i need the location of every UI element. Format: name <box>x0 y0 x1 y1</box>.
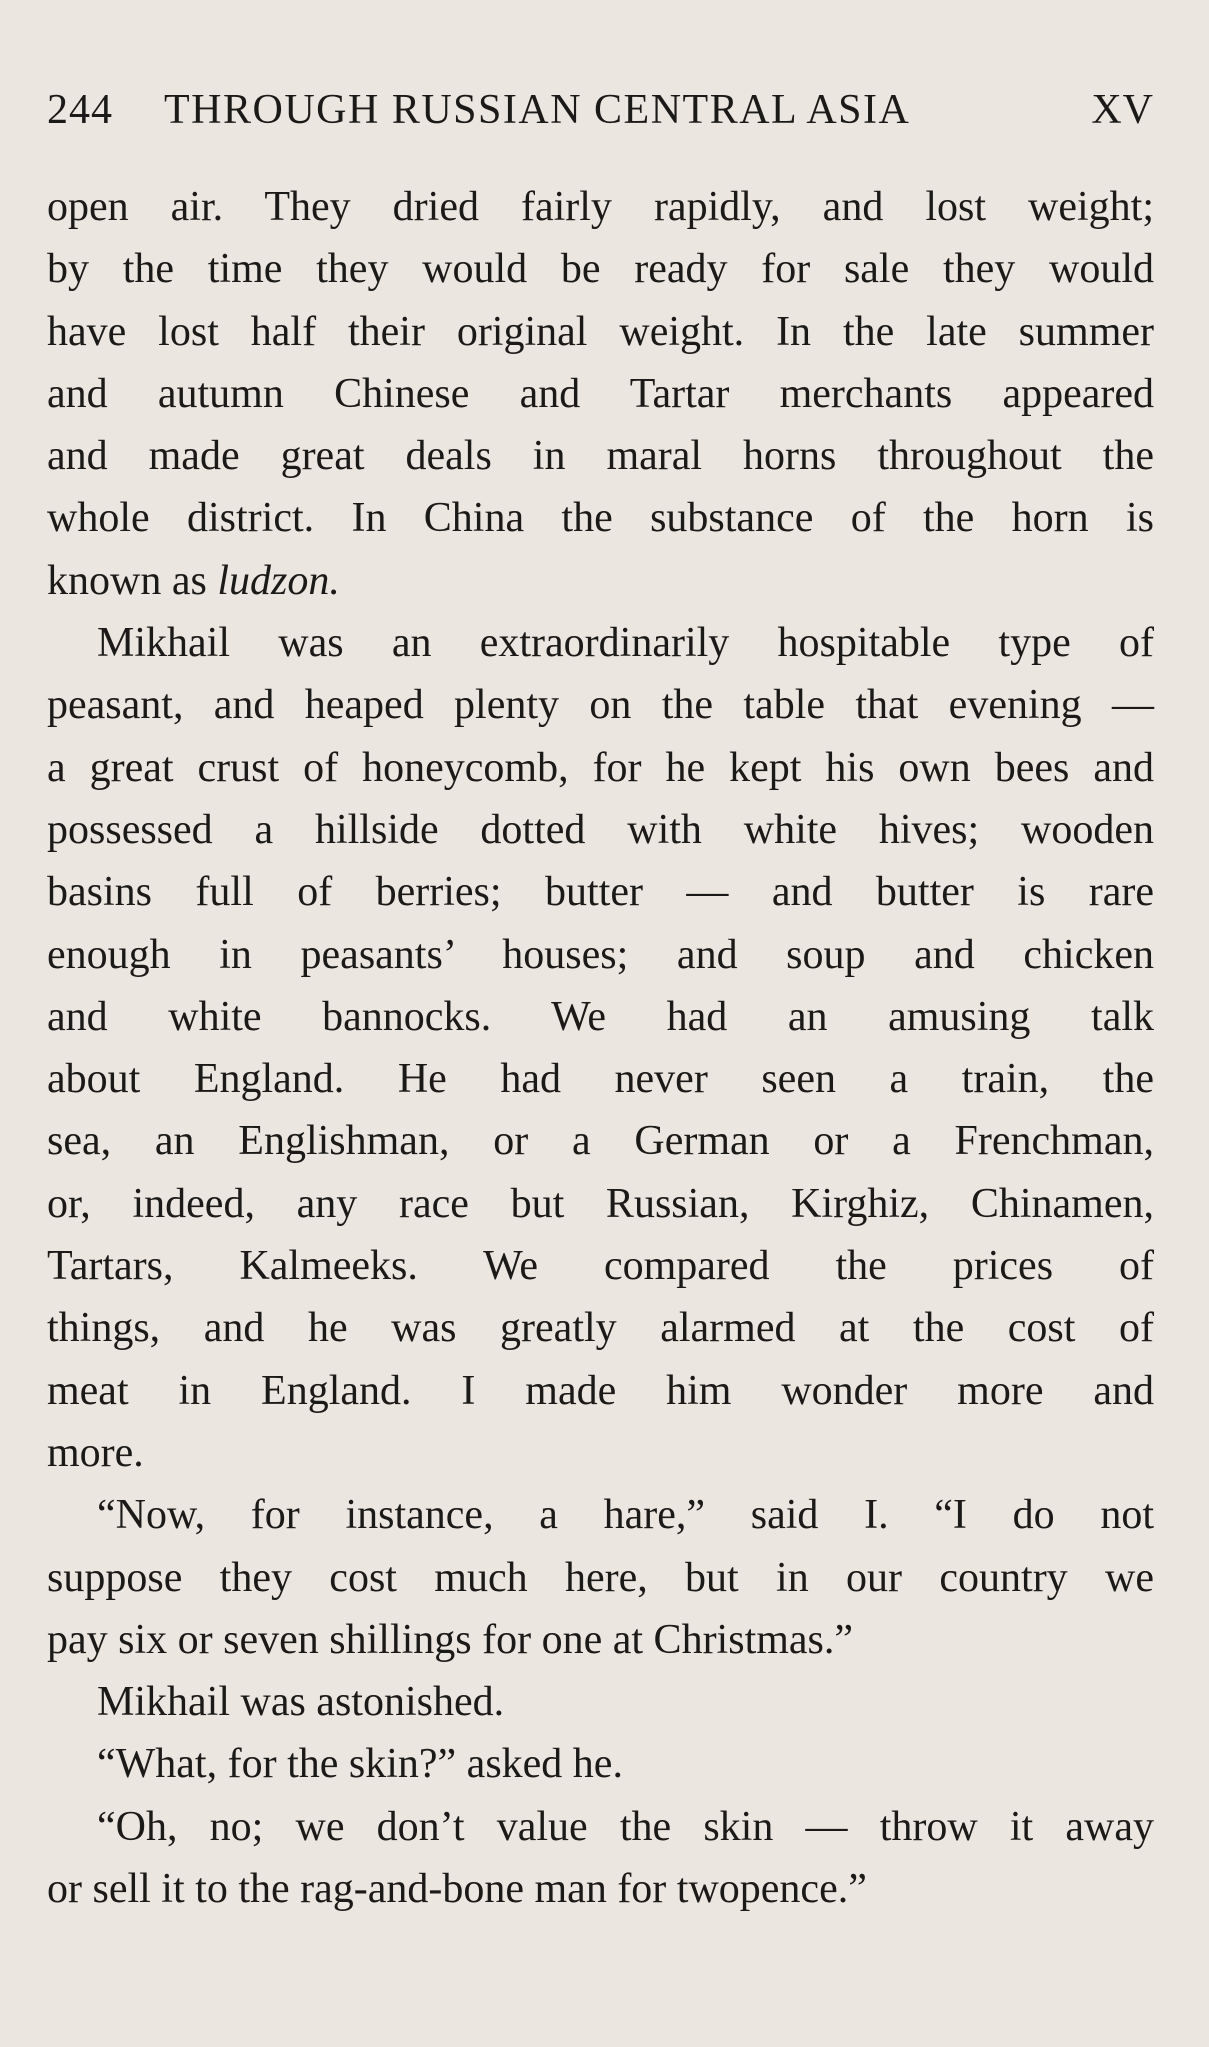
text-line: basins full of berries; butter — and butter is rare <box>47 869 1154 916</box>
text-line: open air. They dried fairly rapidly, and lost weight; <box>47 184 1154 230</box>
text-line: have lost half their original weight. In the late summer <box>47 308 1154 355</box>
book-page <box>47 0 1154 2047</box>
text-line: suppose they cost much here, but in our country we <box>47 1554 1154 1601</box>
text-line: peasant, and heaped plenty on the table that evening — <box>47 682 1154 729</box>
text-line: or, indeed, any race but Russian, Kirghiz, Chinamen, <box>47 1180 1154 1227</box>
text-line: Tartars, Kalmeeks. We compared the prices of <box>47 1243 1154 1290</box>
paragraph <box>47 612 1154 1484</box>
text-line: pay six or seven shillings for one at Christmas.” <box>47 1616 854 1663</box>
text-line: sea, an Englishman, or a German or a Frenchman, <box>47 1118 1154 1165</box>
text-line: about England. He had never seen a train, the <box>47 1056 1154 1103</box>
text-line: and white bannocks. We had an amusing talk <box>47 993 1154 1040</box>
text-line: Mikhail was an extraordinarily hospitable type of <box>97 620 1154 667</box>
paragraph <box>47 1484 1154 1671</box>
page-number: 244 <box>47 87 113 133</box>
text-line: a great crust of honeycomb, for he kept his own bees and <box>47 744 1154 791</box>
running-title: THROUGH RUSSIAN CENTRAL ASIA <box>164 87 911 133</box>
paragraph <box>47 176 1154 612</box>
text-line: Mikhail was astonished. <box>97 1679 505 1726</box>
text-line: and made great deals in maral horns throughout the <box>47 433 1154 480</box>
text-line: or sell it to the rag-and-bone man for twopence.” <box>47 1866 867 1913</box>
paragraph <box>47 1733 1154 1795</box>
running-header <box>47 82 1154 138</box>
text-line: whole district. In China the substance of the horn is <box>47 495 1154 542</box>
text-line: and autumn Chinese and Tartar merchants appeared <box>47 370 1154 417</box>
text-line: possessed a hillside dotted with white hives; wooden <box>47 806 1154 853</box>
text-run: known as <box>47 557 218 604</box>
italic-term: ludzon. <box>217 557 340 604</box>
paragraph <box>47 1796 1154 1921</box>
text-line: meat in England. I made him wonder more and <box>47 1367 1154 1414</box>
text-line: more. <box>47 1429 144 1476</box>
text-line: “Now, for instance, a hare,” said I. “I do not <box>97 1492 1154 1539</box>
paragraph <box>47 1671 1154 1733</box>
text-line: “Oh, no; we don’t value the skin — throw it away <box>97 1803 1154 1850</box>
text-line: “What, for the skin?” asked he. <box>97 1741 623 1788</box>
chapter-number: XV <box>1091 87 1154 133</box>
text-line: things, and he was greatly alarmed at the cost of <box>47 1305 1154 1352</box>
text-line: by the time they would be ready for sale they would <box>47 246 1154 293</box>
text-line: enough in peasants’ houses; and soup and chicken <box>47 931 1154 978</box>
body-text <box>47 176 1154 1920</box>
text-line <box>47 550 1154 612</box>
